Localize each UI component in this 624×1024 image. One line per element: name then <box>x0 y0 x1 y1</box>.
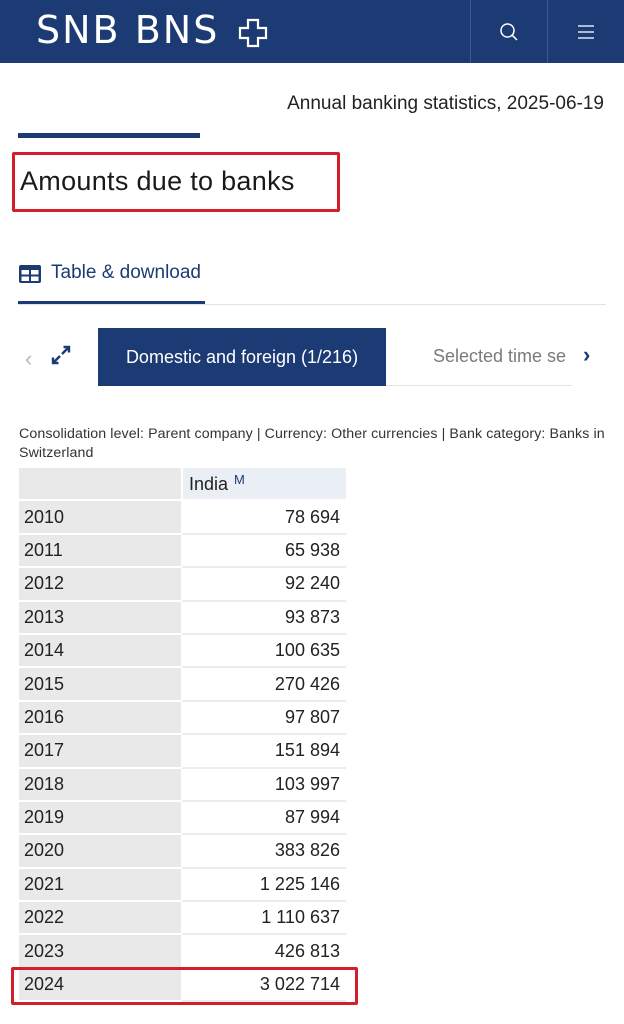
title-accent-bar <box>18 133 200 138</box>
year-cell: 2016 <box>19 702 181 735</box>
table-row <box>19 602 346 635</box>
table-header-row <box>19 468 346 501</box>
expand-icon[interactable] <box>50 344 72 366</box>
year-cell: 2014 <box>19 635 181 668</box>
table-row <box>19 802 346 835</box>
value-cell: 426 813 <box>181 935 346 968</box>
table-row <box>19 702 346 735</box>
menu-button[interactable] <box>547 0 624 63</box>
table-row <box>19 568 346 601</box>
value-cell: 270 426 <box>181 668 346 701</box>
chevron-right-icon[interactable]: › <box>583 342 591 367</box>
value-cell: 1 110 637 <box>181 902 346 935</box>
table-row <box>19 902 346 935</box>
year-cell: 2018 <box>19 769 181 802</box>
year-cell: 2022 <box>19 902 181 935</box>
value-cell: 100 635 <box>181 635 346 668</box>
publication-date: Annual banking statistics, 2025-06-19 <box>287 93 604 114</box>
table-row <box>19 869 346 902</box>
year-cell: 2021 <box>19 869 181 902</box>
data-table <box>19 468 346 1002</box>
view-tabs <box>18 255 606 305</box>
selector-selected-time-series[interactable]: Selected time se <box>386 328 572 386</box>
value-cell: 3 022 714 <box>181 969 346 1002</box>
year-cell: 2024 <box>19 969 181 1002</box>
table-metadata: Consolidation level: Parent company | Currency: Other currencies | Bank category: Banks in Switzerland <box>19 426 605 461</box>
year-cell: 2020 <box>19 835 181 868</box>
table-row <box>19 501 346 534</box>
year-cell: 2010 <box>19 501 181 534</box>
chevron-left-icon[interactable]: ‹ <box>25 346 33 371</box>
header-corner-cell <box>19 468 181 501</box>
swiss-cross-icon <box>237 14 269 46</box>
search-button[interactable] <box>470 0 547 63</box>
value-cell: 151 894 <box>181 735 346 768</box>
column-header-india <box>181 468 346 501</box>
table-icon <box>18 264 42 284</box>
table-row <box>19 769 346 802</box>
dataset-selector <box>18 328 606 386</box>
top-navigation-bar <box>0 0 624 63</box>
value-cell: 65 938 <box>181 535 346 568</box>
value-cell: 103 997 <box>181 769 346 802</box>
column-note-link[interactable]: M <box>234 472 245 488</box>
value-cell: 93 873 <box>181 602 346 635</box>
value-cell: 383 826 <box>181 835 346 868</box>
search-icon <box>499 22 519 42</box>
table-row <box>19 735 346 768</box>
value-cell: 97 807 <box>181 702 346 735</box>
hamburger-menu-icon <box>576 24 596 40</box>
tab-table-download[interactable] <box>18 255 205 304</box>
year-cell: 2023 <box>19 935 181 968</box>
table-row <box>19 835 346 868</box>
year-cell: 2012 <box>19 568 181 601</box>
value-cell: 87 994 <box>181 802 346 835</box>
table-row <box>19 935 346 968</box>
page-title: Amounts due to banks <box>20 166 295 196</box>
year-cell: 2013 <box>19 602 181 635</box>
year-cell: 2019 <box>19 802 181 835</box>
table-row <box>19 535 346 568</box>
table-body <box>19 501 346 1002</box>
year-cell: 2017 <box>19 735 181 768</box>
snb-logo[interactable] <box>36 8 269 52</box>
year-cell: 2015 <box>19 668 181 701</box>
selector-domestic-foreign[interactable]: Domestic and foreign (1/216) <box>98 328 386 386</box>
tab-table-download-label: Table & download <box>51 262 201 283</box>
logo-text: SNB BNS <box>36 8 220 52</box>
value-cell: 92 240 <box>181 568 346 601</box>
table-row <box>19 668 346 701</box>
year-cell: 2011 <box>19 535 181 568</box>
column-header-label: India <box>189 474 229 495</box>
value-cell: 78 694 <box>181 501 346 534</box>
row-2024-highlight-annotation <box>11 967 358 1005</box>
table-row <box>19 635 346 668</box>
value-cell: 1 225 146 <box>181 869 346 902</box>
